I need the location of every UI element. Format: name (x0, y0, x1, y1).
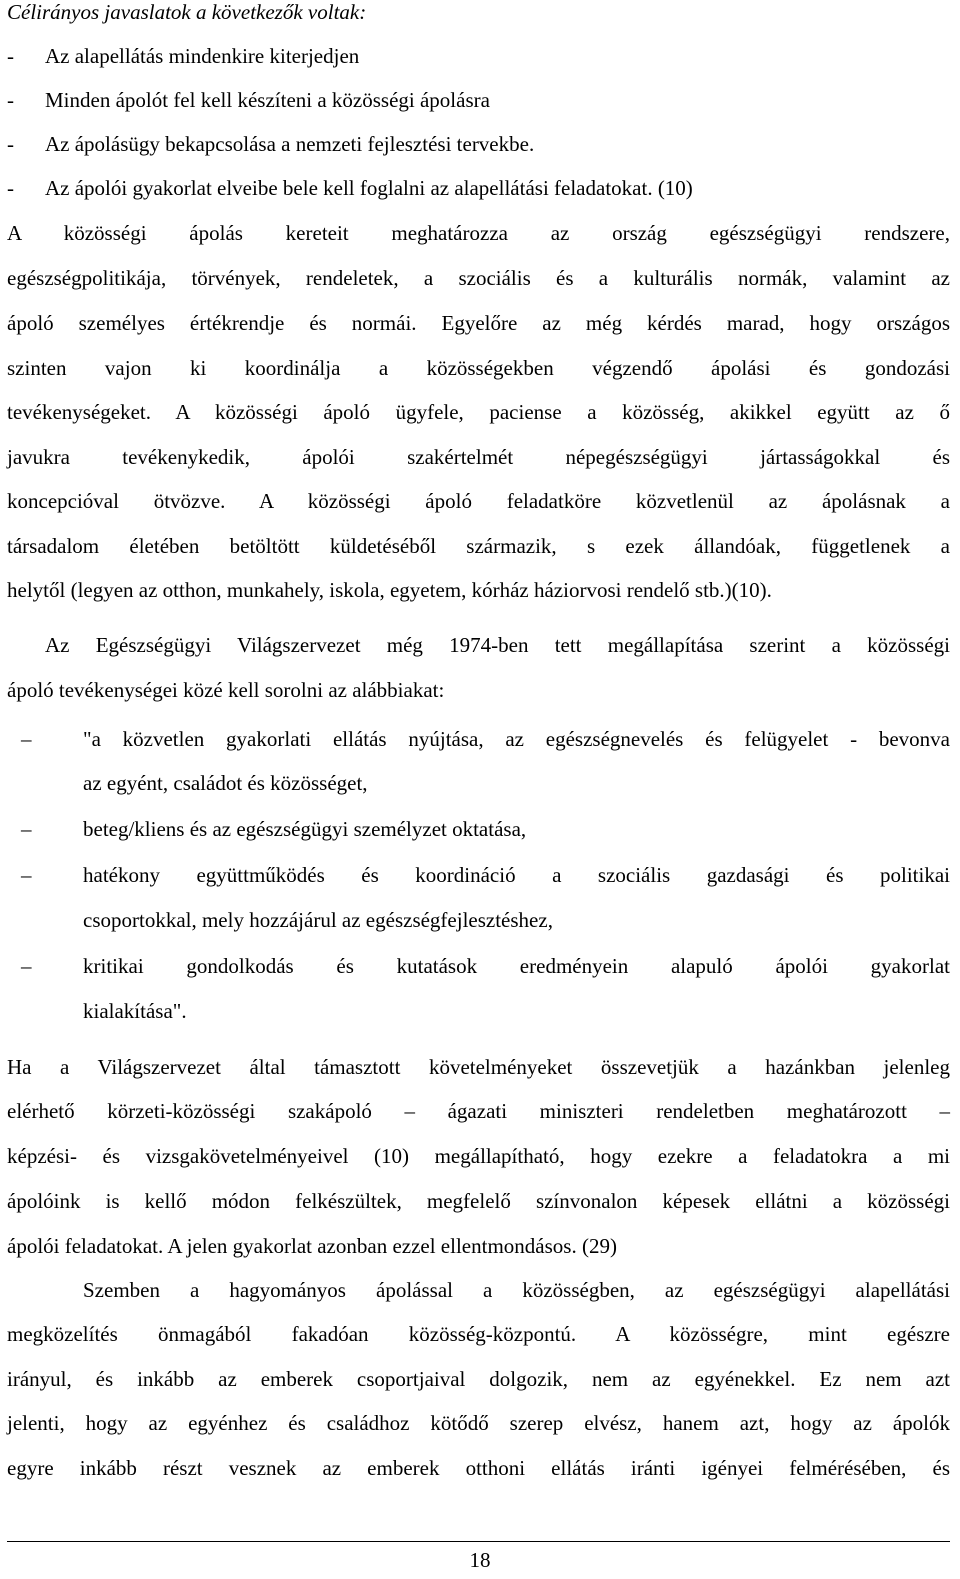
paragraph-line: ápoló személyes értékrendje és normái. Egyelőre az még kérdés marad, hogy országos (7, 311, 950, 335)
bullet-item: Az ápolásügy bekapcsolása a nemzeti fejlesztési tervekbe. (45, 132, 535, 156)
hyphen-bullet: - (7, 132, 14, 156)
paragraph-line: javukra tevékenykedik, ápolói szakértelmét népegészségügyi jártasságokkal és (7, 445, 950, 469)
bullet-item: Az ápolói gyakorlat elveibe bele kell foglalni az alapellátási feladatokat. (10) (45, 176, 693, 200)
dash-bullet: – (21, 863, 32, 887)
paragraph-line: egyre inkább részt vesznek az emberek otthoni ellátás iránti igényei felmérésében, és (7, 1456, 950, 1480)
dash-list-item-cont: az egyént, családot és közösséget, (83, 771, 368, 795)
dash-list-item: beteg/kliens és az egészségügyi személyzet oktatása, (83, 817, 527, 841)
paragraph-line: koncepcióval ötvözve. A közösségi ápoló feladatköre közvetlenül az ápolásnak a (7, 489, 950, 513)
footer-divider (7, 1541, 950, 1542)
paragraph-line: ápolói feladatokat. A jelen gyakorlat azonban ezzel ellentmondásos. (29) (7, 1234, 617, 1258)
paragraph-line: helytől (legyen az otthon, munkahely, iskola, egyetem, kórház háziorvosi rendelő stb.)(10). (7, 578, 772, 602)
hyphen-bullet: - (7, 88, 14, 112)
paragraph-line: megközelítés önmagából fakadóan közösség-központú. A közösségre, mint egészre (7, 1322, 950, 1346)
paragraph-line: jelenti, hogy az egyénhez és családhoz kötődő szerep elvész, hanem azt, hogy az ápolók (7, 1411, 950, 1435)
paragraph-line: Az Egészségügyi Világszervezet még 1974-ben tett megállapítása szerint a közösségi (45, 633, 950, 657)
paragraph-line: egészségpolitikája, törvények, rendeletek, a szociális és a kulturális normák, valamint az (7, 266, 950, 290)
hyphen-bullet: - (7, 176, 14, 200)
hyphen-bullet: - (7, 44, 14, 68)
paragraph-line: elérhető körzeti-közösségi szakápoló – ágazati miniszteri rendeletben meghatározott – (7, 1099, 950, 1123)
dash-list-item-cont: csoportokkal, mely hozzájárul az egészségfejlesztéshez, (83, 908, 553, 932)
paragraph-line: ápoló tevékenységei közé kell sorolni az alábbiakat: (7, 678, 445, 702)
paragraph-line: ápolóink is kellő módon felkészültek, megfelelő színvonalon képesek ellátni a közösségi (7, 1189, 950, 1213)
dash-bullet: – (21, 954, 32, 978)
bullet-item: Az alapellátás mindenkire kiterjedjen (45, 44, 360, 68)
paragraph-line: irányul, és inkább az emberek csoportjaival dolgozik, nem az egyénekkel. Ez nem azt (7, 1367, 950, 1391)
paragraph-line: szinten vajon ki koordinálja a közösségekben végzendő ápolási és gondozási (7, 356, 950, 380)
dash-bullet: – (21, 727, 32, 751)
paragraph-line: tevékenységeket. A közösségi ápoló ügyfele, paciense a közösség, akikkel együtt az ő (7, 400, 950, 424)
paragraph-line: Ha a Világszervezet által támasztott követelményeket összevetjük a hazánkban jelenleg (7, 1055, 950, 1079)
bullet-item: Minden ápolót fel kell készíteni a közösségi ápolásra (45, 88, 490, 112)
dash-list-item: "a közvetlen gyakorlati ellátás nyújtása, az egészségnevelés és felügyelet - bevonva (83, 727, 950, 751)
dash-list-item: hatékony együttműködés és koordináció a szociális gazdasági és politikai (83, 863, 950, 887)
page-number: 18 (469, 1548, 491, 1572)
dash-list-item-cont: kialakítása". (83, 999, 187, 1023)
section-heading: Célirányos javaslatok a következők voltak: (7, 0, 367, 24)
paragraph-line: A közösségi ápolás kereteit meghatározza az ország egészségügyi rendszere, (7, 221, 950, 245)
paragraph-line: társadalom életében betöltött küldetéséből származik, s ezek állandóak, függetlenek a (7, 534, 950, 558)
paragraph-line: Szemben a hagyományos ápolással a közösségben, az egészségügyi alapellátási (83, 1278, 950, 1302)
dash-bullet: – (21, 817, 32, 841)
paragraph-line: képzési- és vizsgakövetelményeivel (10) megállapítható, hogy ezekre a feladatokra a mi (7, 1144, 950, 1168)
dash-list-item: kritikai gondolkodás és kutatások eredményein alapuló ápolói gyakorlat (83, 954, 950, 978)
